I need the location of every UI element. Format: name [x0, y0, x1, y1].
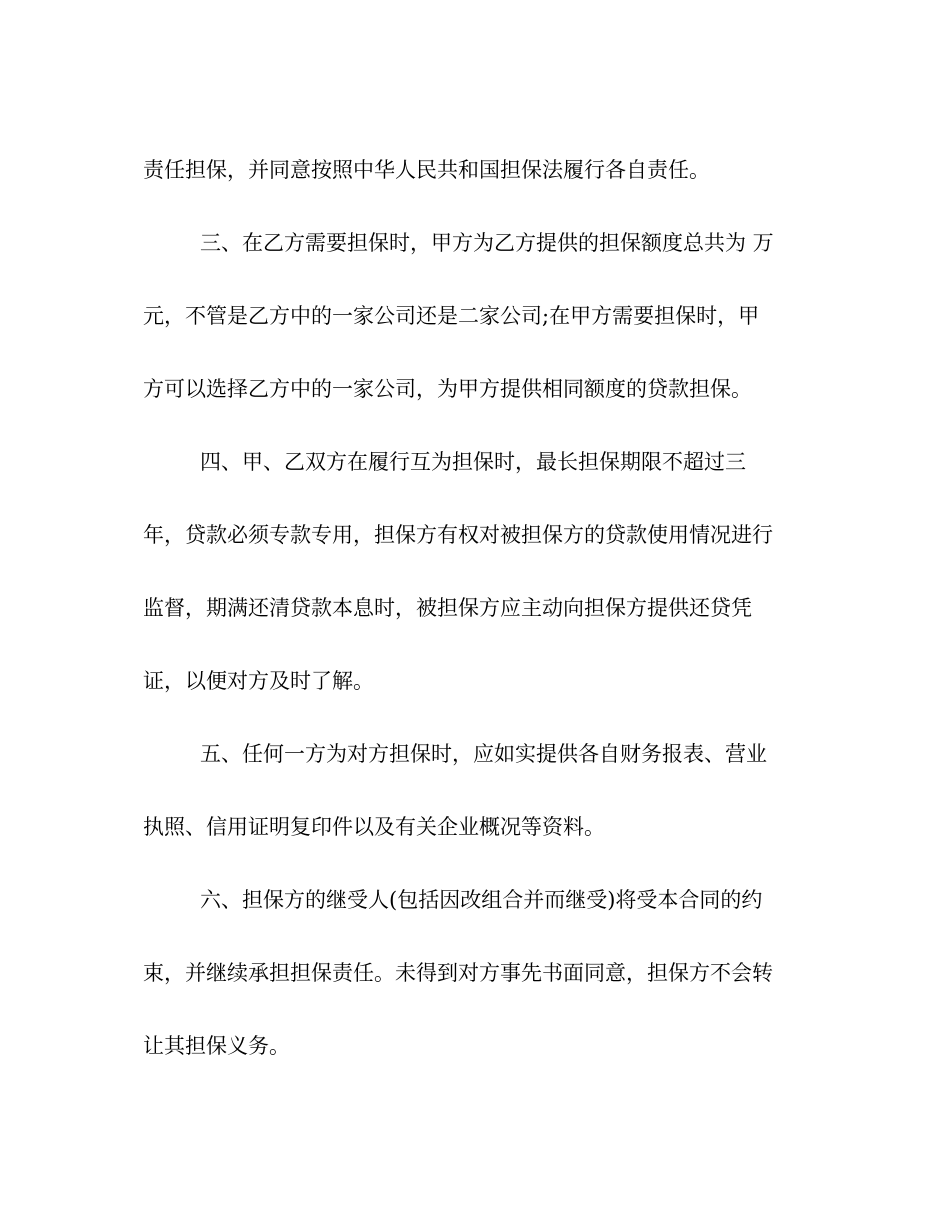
text-line: 让其担保义务。 [143, 1034, 290, 1058]
clause-six-line: 六、担保方的继受人(包括因改组合并而继受)将受本合同的约 [200, 888, 763, 912]
text-line: 监督，期满还清贷款本息时，被担保方应主动向担保方提供还贷凭 [143, 596, 752, 620]
text-line: 执照、信用证明复印件以及有关企业概况等资料。 [143, 815, 605, 839]
text-line: 年，贷款必须专款专用，担保方有权对被担保方的贷款使用情况进行 [143, 523, 773, 547]
text-line: 方可以选择乙方中的一家公司，为甲方提供相同额度的贷款担保。 [143, 377, 752, 401]
clause-four-line: 四、甲、乙双方在履行互为担保时，最长担保期限不超过三 [200, 450, 746, 474]
text-line: 证，以便对方及时了解。 [143, 669, 374, 693]
text-line: 束，并继续承担担保责任。未得到对方事先书面同意，担保方不会转 [143, 961, 773, 985]
clause-five-line: 五、任何一方为对方担保时，应如实提供各自财务报表、营业 [200, 742, 767, 766]
contract-body-text [143, 134, 823, 1083]
clause-three-line: 三、在乙方需要担保时，甲方为乙方提供的担保额度总共为 万 [200, 231, 774, 255]
text-line: 元，不管是乙方中的一家公司还是二家公司;在甲方需要担保时，甲 [143, 304, 760, 328]
text-line: 责任担保，并同意按照中华人民共和国担保法履行各自责任。 [143, 158, 710, 182]
